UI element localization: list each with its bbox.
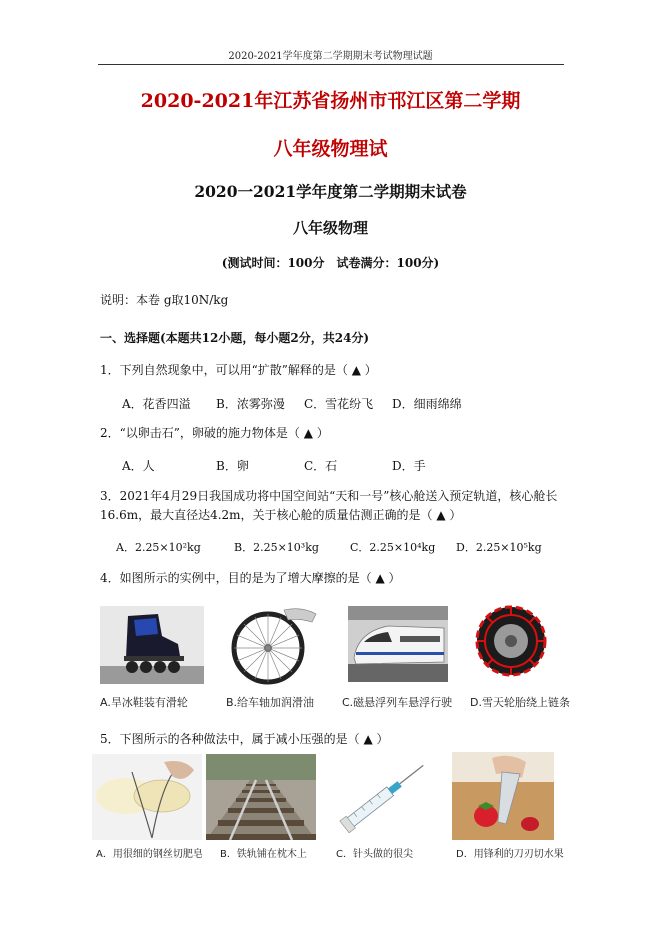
- subject-title: 八年级物理: [292, 219, 368, 237]
- chained-tire-image: [474, 604, 548, 678]
- q4-stem: 4．如图所示的实例中，目的是为了增大摩擦的是（ ▲ ）: [100, 571, 401, 585]
- header-rule: [98, 64, 564, 65]
- exam-info: (测试时间：100分 试卷满分：100分): [221, 256, 440, 270]
- railway-track-image: [206, 754, 316, 840]
- q4-caption-d: D.雪天轮胎绕上链条: [470, 696, 570, 709]
- q2-stem: 2．“以卵击石”，卵破的施力物体是（ ▲ ）: [100, 426, 329, 440]
- q5-stem: 5．下图所示的各种做法中，属于减小压强的是（ ▲ ）: [100, 732, 389, 746]
- q1-option-d: D．细雨绵绵: [392, 397, 462, 411]
- title-line-1: 2020-2021年江苏省扬州市邗江区第二学期: [140, 90, 521, 112]
- title-line-2: 八年级物理试: [273, 138, 388, 160]
- note: 说明：本卷 g取10N/kg: [100, 293, 229, 307]
- q2-option-b: B．卵: [216, 459, 249, 473]
- q3-option-a: A．2.25×10²kg: [116, 541, 201, 554]
- q5-caption-b: B．铁轨铺在枕木上: [220, 849, 307, 860]
- q4-caption-a: A.旱冰鞋装有滑轮: [100, 696, 188, 709]
- q2-option-d: D．手: [392, 459, 426, 473]
- q1-stem: 1．下列自然现象中，可以用“扩散”解释的是（ ▲ ）: [100, 363, 377, 377]
- q4-caption-b: B.给车轴加润滑油: [226, 696, 315, 709]
- q5-caption-d: D．用锋利的刀刃切水果: [456, 849, 564, 860]
- q3-option-d: D．2.25×10⁵kg: [456, 541, 542, 554]
- page-header: 2020-2021学年度第二学期期末考试物理试题: [228, 51, 433, 62]
- syringe-image: [330, 756, 434, 838]
- q1-option-b: B．浓雾弥漫: [216, 397, 285, 411]
- knife-fruit-image: [452, 752, 554, 840]
- q3-option-c: C．2.25×10⁴kg: [350, 541, 436, 554]
- bicycle-wheel-image: [222, 604, 320, 686]
- q3-stem-line1: 3．2021年4月29日我国成功将中国空间站“天和一号”核心舱送入预定轨道，核心舱长: [100, 489, 558, 503]
- q4-caption-c: C.磁悬浮列车悬浮行驶: [342, 696, 453, 709]
- q2-option-c: C．石: [304, 459, 338, 473]
- exam-title: 2020一2021学年度第二学期期末试卷: [194, 182, 467, 201]
- q1-option-c: C．雪花纷飞: [304, 397, 374, 411]
- q5-caption-c: C．针头做的很尖: [336, 849, 413, 860]
- q5-caption-a: A．用很细的钢丝切肥皂: [96, 849, 203, 860]
- q3-stem-line2: 16.6m，最大直径达4.2m，关于核心舱的质量估测正确的是（ ▲ ）: [100, 508, 462, 522]
- section-heading: 一、选择题(本题共12小题，每小题2分，共24分): [100, 331, 370, 345]
- q2-option-a: A．人: [122, 459, 155, 473]
- q3-option-b: B．2.25×10³kg: [234, 541, 319, 554]
- roller-skate-image: [100, 606, 204, 684]
- soap-wire-image: [92, 754, 202, 840]
- maglev-train-image: [348, 606, 448, 682]
- q1-option-a: A．花香四溢: [122, 397, 191, 411]
